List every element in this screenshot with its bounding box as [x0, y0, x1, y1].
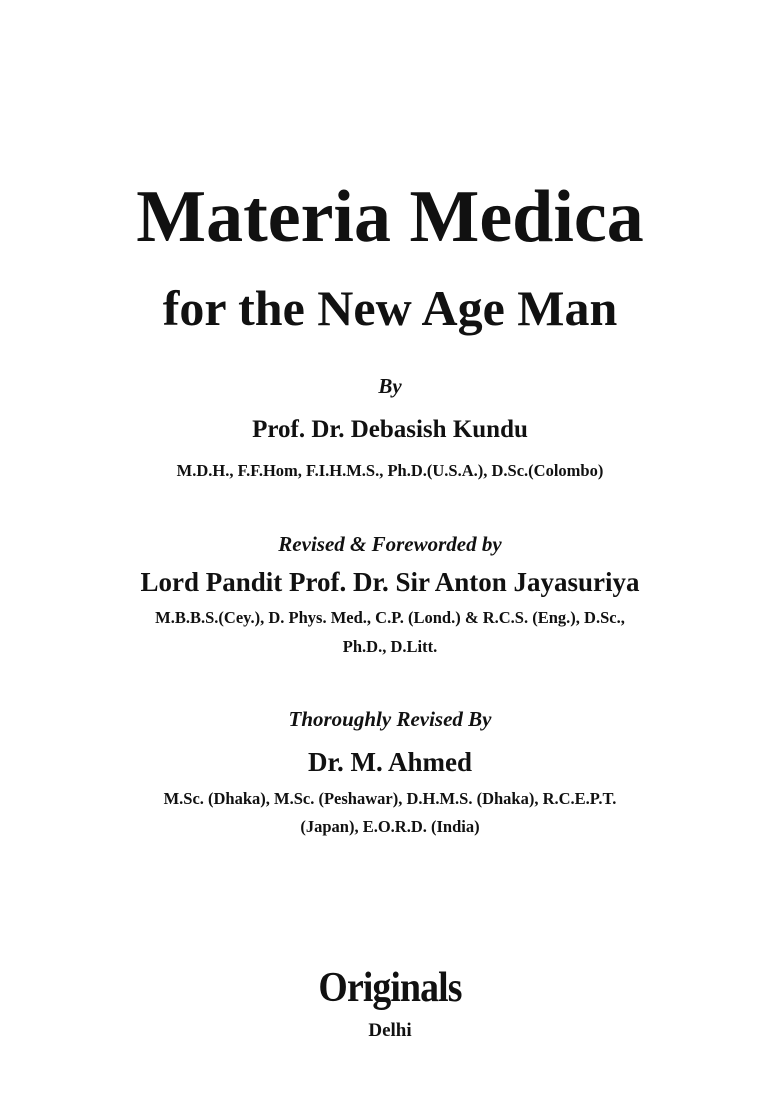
title-line-2: for the New Age Man	[162, 280, 618, 336]
by-label: By	[378, 374, 402, 398]
reviser-qualifications-1: M.Sc. (Dhaka), M.Sc. (Peshawar), D.H.M.S. (Dhaka), R.C.E.P.T.	[163, 789, 617, 808]
foreword-qualifications-2: Ph.D., D.Litt.	[342, 637, 438, 656]
author-name: Prof. Dr. Debasish Kundu	[252, 416, 528, 443]
author-qualifications: M.D.H., F.F.Hom, F.I.H.M.S., Ph.D.(U.S.A.), D.Sc.(Colombo)	[176, 461, 604, 480]
reviser-name: Dr. M. Ahmed	[307, 747, 472, 777]
reviser-qualifications-2: (Japan), E.O.R.D. (India)	[300, 817, 480, 836]
foreword-qualifications-1: M.B.B.S.(Cey.), D. Phys. Med., C.P. (Lond.) & R.C.S. (Eng.), D.Sc.,	[155, 608, 625, 627]
foreword-name: Lord Pandit Prof. Dr. Sir Anton Jayasuriya	[140, 567, 640, 597]
title-line-1: Materia Medica	[136, 176, 644, 258]
reviser-label: Thoroughly Revised By	[288, 707, 492, 731]
publisher-logo: Originals	[318, 965, 462, 1011]
publisher-city: Delhi	[368, 1020, 412, 1041]
foreword-label: Revised & Foreworded by	[278, 532, 502, 556]
